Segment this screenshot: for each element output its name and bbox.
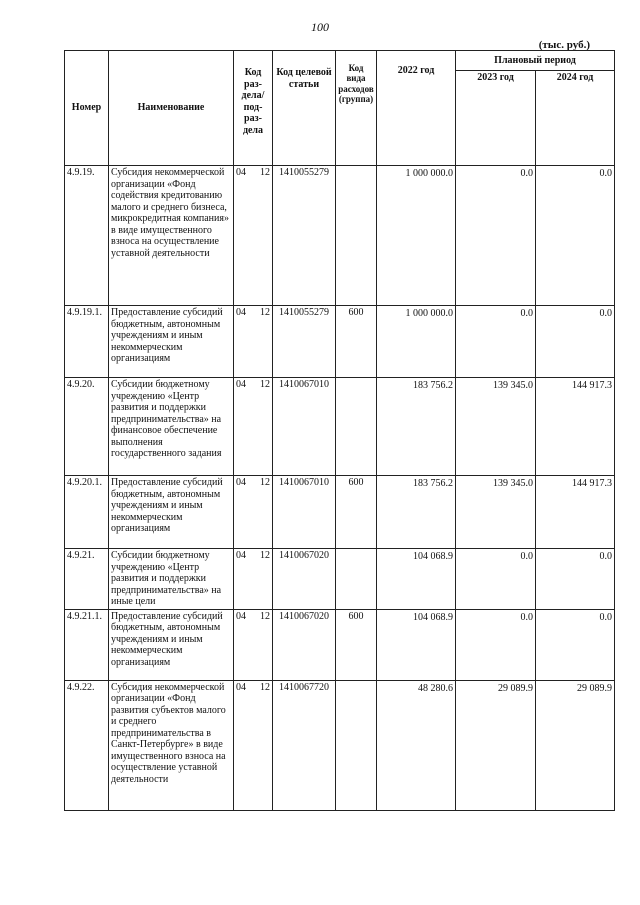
row-year-2022: 104 068.9 bbox=[377, 549, 456, 610]
row-expense-type bbox=[336, 378, 377, 476]
row-name: Предоставление субсидий бюджетным, автономным учреждениям и иным некоммерческим организациям bbox=[109, 609, 234, 680]
row-year-2022: 1 000 000.0 bbox=[377, 306, 456, 378]
row-expense-type: 600 bbox=[336, 306, 377, 378]
row-section bbox=[234, 378, 273, 476]
row-number: 4.9.20.1. bbox=[65, 476, 109, 549]
row-year-2024: 144 917.3 bbox=[536, 476, 615, 549]
header-name: Наименование bbox=[109, 51, 234, 166]
row-number: 4.9.21. bbox=[65, 549, 109, 610]
row-target-article: 1410067020 bbox=[273, 609, 336, 680]
row-year-2023: 0.0 bbox=[456, 306, 536, 378]
table-row bbox=[65, 609, 615, 680]
header-year-2023: 2023 год bbox=[456, 71, 536, 166]
subsection-code: 12 bbox=[260, 477, 270, 488]
row-year-2024: 144 917.3 bbox=[536, 378, 615, 476]
row-year-2023: 0.0 bbox=[456, 609, 536, 680]
row-section bbox=[234, 549, 273, 610]
row-name: Субсидия некоммерческой организации «Фонд содействия кредитованию малого и среднего бизнеса, микрокредитная компания» в виде имущественного взноса на осуществление уставной деятельности bbox=[109, 166, 234, 306]
header-section: Код раз-дела/ под-раз-дела bbox=[234, 51, 273, 166]
header-expense-type: Код вида расходов (группа) bbox=[336, 51, 377, 166]
row-year-2023: 139 345.0 bbox=[456, 378, 536, 476]
header-year-2024: 2024 год bbox=[536, 71, 615, 166]
page-number: 100 bbox=[311, 20, 329, 34]
row-number: 4.9.21.1. bbox=[65, 609, 109, 680]
row-name: Предоставление субсидий бюджетным, автономным учреждениям и иным некоммерческим организациям bbox=[109, 476, 234, 549]
section-code: 04 bbox=[236, 610, 246, 622]
header-year-2022: 2022 год bbox=[377, 51, 456, 166]
row-expense-type bbox=[336, 549, 377, 610]
subsection-code: 12 bbox=[260, 307, 270, 318]
row-year-2023: 0.0 bbox=[456, 166, 536, 306]
row-number: 4.9.19. bbox=[65, 166, 109, 306]
row-expense-type: 600 bbox=[336, 476, 377, 549]
row-number: 4.9.19.1. bbox=[65, 306, 109, 378]
subsection-code: 12 bbox=[260, 167, 270, 178]
row-expense-type: 600 bbox=[336, 609, 377, 680]
row-section bbox=[234, 680, 273, 810]
row-year-2023: 0.0 bbox=[456, 549, 536, 610]
row-year-2022: 183 756.2 bbox=[377, 476, 456, 549]
row-expense-type bbox=[336, 680, 377, 810]
table-row bbox=[65, 680, 615, 810]
row-year-2024: 29 089.9 bbox=[536, 680, 615, 810]
row-name: Предоставление субсидий бюджетным, автономным учреждениям и иным некоммерческим организациям bbox=[109, 306, 234, 378]
row-target-article: 1410067010 bbox=[273, 378, 336, 476]
section-code: 04 bbox=[236, 681, 246, 693]
row-target-article: 1410055279 bbox=[273, 306, 336, 378]
row-number: 4.9.20. bbox=[65, 378, 109, 476]
row-expense-type bbox=[336, 166, 377, 306]
table-row bbox=[65, 166, 615, 306]
row-name: Субсидии бюджетному учреждению «Центр развития и поддержки предпринимательства» на финансовое обеспечение выполнения государственного задания bbox=[109, 378, 234, 476]
section-code: 04 bbox=[236, 477, 246, 488]
table-row bbox=[65, 306, 615, 378]
units-note: (тыс. руб.) bbox=[538, 39, 590, 51]
row-target-article: 1410067020 bbox=[273, 549, 336, 610]
row-year-2022: 183 756.2 bbox=[377, 378, 456, 476]
row-section bbox=[234, 166, 273, 306]
row-year-2024: 0.0 bbox=[536, 609, 615, 680]
row-target-article: 1410067720 bbox=[273, 680, 336, 810]
header-number: Номер bbox=[65, 51, 109, 166]
row-name: Субсидия некоммерческой организации «Фонд развития субъектов малого и среднего предпринимательства в Санкт-Петербурге» в виде имущественного взноса на осуществление уставной деятельности bbox=[109, 680, 234, 810]
row-year-2022: 1 000 000.0 bbox=[377, 166, 456, 306]
row-year-2024: 0.0 bbox=[536, 166, 615, 306]
row-section bbox=[234, 476, 273, 549]
subsection-code: 12 bbox=[260, 379, 270, 390]
section-code: 04 bbox=[236, 379, 246, 390]
section-code: 04 bbox=[236, 307, 246, 318]
row-year-2024: 0.0 bbox=[536, 306, 615, 378]
table-row bbox=[65, 476, 615, 549]
row-year-2023: 29 089.9 bbox=[456, 680, 536, 810]
row-year-2024: 0.0 bbox=[536, 549, 615, 610]
row-year-2022: 48 280.6 bbox=[377, 680, 456, 810]
row-target-article: 1410067010 bbox=[273, 476, 336, 549]
row-year-2022: 104 068.9 bbox=[377, 609, 456, 680]
header-target-article: Код целевой статьи bbox=[273, 51, 336, 166]
budget-table bbox=[64, 50, 615, 811]
header-planning-period: Плановый период bbox=[456, 51, 615, 71]
row-year-2023: 139 345.0 bbox=[456, 476, 536, 549]
row-number: 4.9.22. bbox=[65, 680, 109, 810]
subsection-code: 12 bbox=[260, 681, 270, 693]
subsection-code: 12 bbox=[260, 610, 270, 622]
table-row bbox=[65, 378, 615, 476]
section-code: 04 bbox=[236, 550, 246, 561]
row-target-article: 1410055279 bbox=[273, 166, 336, 306]
subsection-code: 12 bbox=[260, 550, 270, 561]
row-section bbox=[234, 306, 273, 378]
section-code: 04 bbox=[236, 167, 246, 178]
row-name: Субсидии бюджетному учреждению «Центр развития и поддержки предпринимательства» на иные цели bbox=[109, 549, 234, 610]
table-row bbox=[65, 549, 615, 610]
row-section bbox=[234, 609, 273, 680]
